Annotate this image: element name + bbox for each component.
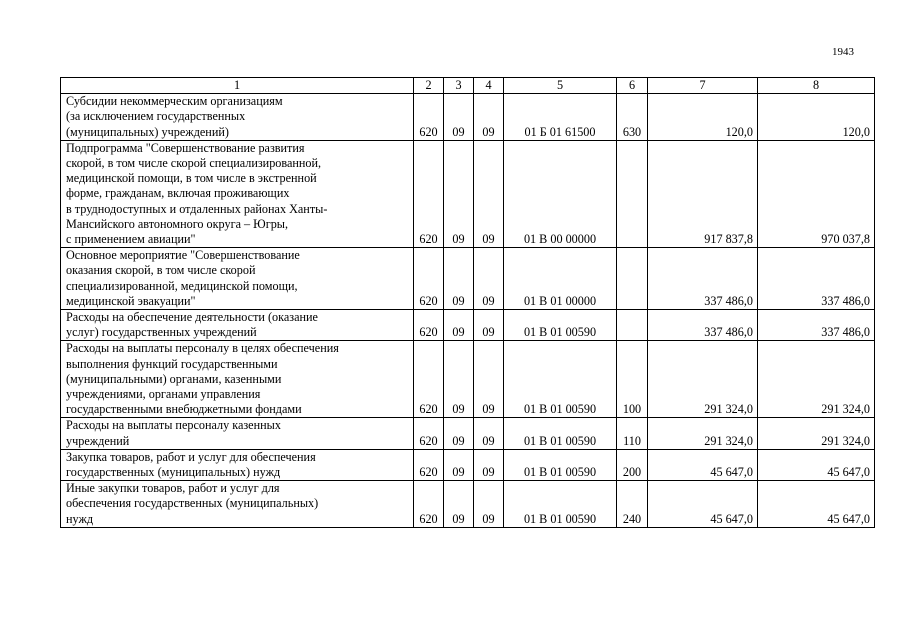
page-number: 1943 — [832, 46, 854, 58]
table-row — [61, 248, 875, 310]
row-code-cell: 620 — [414, 248, 444, 310]
row-amount-cell: 45 647,0 — [758, 481, 875, 528]
row-target-cell: 01 В 00 00000 — [504, 140, 617, 247]
row-section-cell: 09 — [444, 248, 474, 310]
table-row — [61, 418, 875, 449]
row-subsection-cell: 09 — [474, 341, 504, 418]
row-amount-cell: 45 647,0 — [648, 449, 758, 480]
table-row — [61, 449, 875, 480]
budget-table — [60, 77, 875, 528]
header-cell: 4 — [474, 78, 504, 94]
row-code-cell: 620 — [414, 94, 444, 141]
row-amount-cell: 337 486,0 — [648, 248, 758, 310]
row-target-cell: 01 В 01 00590 — [504, 481, 617, 528]
header-cell: 3 — [444, 78, 474, 94]
row-code-cell: 620 — [414, 310, 444, 341]
header-row — [61, 78, 875, 94]
header-cell: 6 — [617, 78, 648, 94]
row-target-cell: 01 Б 01 61500 — [504, 94, 617, 141]
row-amount-cell: 120,0 — [758, 94, 875, 141]
header-cell: 8 — [758, 78, 875, 94]
row-name-cell: Подпрограмма "Совершенствование развития скорой, в том числе скорой специализированной, медицинской помощи, в том числе в экстренной форме, гражданам, включая проживающих в труднодоступных и отдаленных районах Ханты- Мансийского автономного округа – Югры, с применением авиации" — [61, 140, 414, 247]
row-amount-cell: 337 486,0 — [648, 310, 758, 341]
row-amount-cell: 917 837,8 — [648, 140, 758, 247]
row-subsection-cell: 09 — [474, 310, 504, 341]
row-type-cell: 630 — [617, 94, 648, 141]
row-name-cell: Расходы на обеспечение деятельности (оказание услуг) государственных учреждений — [61, 310, 414, 341]
row-name-cell: Основное мероприятие "Совершенствование оказания скорой, в том числе скорой специализированной, медицинской помощи, медицинской эвакуации" — [61, 248, 414, 310]
header-cell: 1 — [61, 78, 414, 94]
row-type-cell — [617, 310, 648, 341]
table-row — [61, 140, 875, 247]
row-name-cell: Закупка товаров, работ и услуг для обеспечения государственных (муниципальных) нужд — [61, 449, 414, 480]
row-target-cell: 01 В 01 00000 — [504, 248, 617, 310]
row-amount-cell: 970 037,8 — [758, 140, 875, 247]
row-amount-cell: 45 647,0 — [648, 481, 758, 528]
row-section-cell: 09 — [444, 481, 474, 528]
row-amount-cell: 291 324,0 — [758, 418, 875, 449]
row-section-cell: 09 — [444, 341, 474, 418]
row-amount-cell: 291 324,0 — [648, 418, 758, 449]
row-target-cell: 01 В 01 00590 — [504, 449, 617, 480]
row-name-cell: Расходы на выплаты персоналу казенных учреждений — [61, 418, 414, 449]
row-section-cell: 09 — [444, 140, 474, 247]
row-type-cell: 200 — [617, 449, 648, 480]
row-amount-cell: 291 324,0 — [648, 341, 758, 418]
row-section-cell: 09 — [444, 418, 474, 449]
row-subsection-cell: 09 — [474, 94, 504, 141]
row-section-cell: 09 — [444, 310, 474, 341]
row-amount-cell: 120,0 — [648, 94, 758, 141]
row-subsection-cell: 09 — [474, 140, 504, 247]
table-row — [61, 310, 875, 341]
row-code-cell: 620 — [414, 418, 444, 449]
header-cell: 7 — [648, 78, 758, 94]
row-type-cell: 100 — [617, 341, 648, 418]
row-type-cell: 110 — [617, 418, 648, 449]
row-target-cell: 01 В 01 00590 — [504, 418, 617, 449]
row-section-cell: 09 — [444, 94, 474, 141]
row-subsection-cell: 09 — [474, 481, 504, 528]
row-subsection-cell: 09 — [474, 449, 504, 480]
table-row — [61, 481, 875, 528]
table-row — [61, 341, 875, 418]
row-code-cell: 620 — [414, 341, 444, 418]
row-amount-cell: 291 324,0 — [758, 341, 875, 418]
row-amount-cell: 337 486,0 — [758, 310, 875, 341]
table-row — [61, 94, 875, 141]
row-subsection-cell: 09 — [474, 418, 504, 449]
row-type-cell — [617, 248, 648, 310]
row-type-cell: 240 — [617, 481, 648, 528]
row-target-cell: 01 В 01 00590 — [504, 310, 617, 341]
row-name-cell: Субсидии некоммерческим организациям (за исключением государственных (муниципальных) учреждений) — [61, 94, 414, 141]
row-type-cell — [617, 140, 648, 247]
header-cell: 5 — [504, 78, 617, 94]
row-code-cell: 620 — [414, 140, 444, 247]
row-amount-cell: 45 647,0 — [758, 449, 875, 480]
row-name-cell: Иные закупки товаров, работ и услуг для обеспечения государственных (муниципальных) нужд — [61, 481, 414, 528]
row-code-cell: 620 — [414, 481, 444, 528]
row-code-cell: 620 — [414, 449, 444, 480]
header-cell: 2 — [414, 78, 444, 94]
row-amount-cell: 337 486,0 — [758, 248, 875, 310]
row-target-cell: 01 В 01 00590 — [504, 341, 617, 418]
row-section-cell: 09 — [444, 449, 474, 480]
row-name-cell: Расходы на выплаты персоналу в целях обеспечения выполнения функций государственными (муниципальными) органами, казенными учреждениями, органами управления государственными внебюджетными фондами — [61, 341, 414, 418]
row-subsection-cell: 09 — [474, 248, 504, 310]
